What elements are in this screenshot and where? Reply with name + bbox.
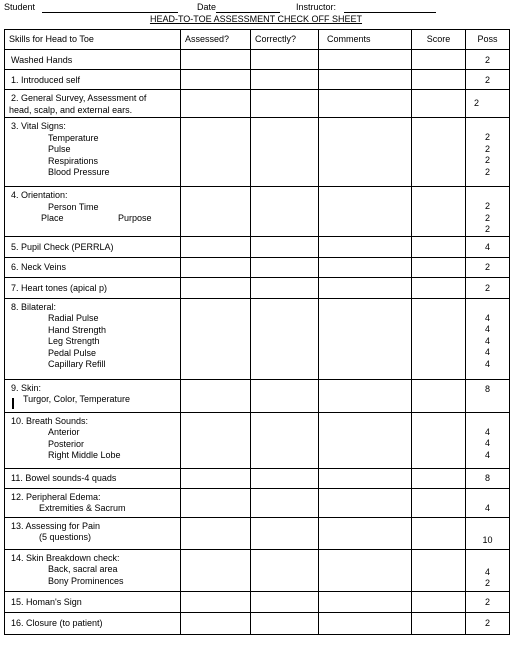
poss-value: 2 [484, 224, 490, 234]
comments-cell[interactable] [319, 488, 412, 517]
sub-item: Place [41, 213, 64, 223]
poss-value: 4 [484, 347, 490, 357]
poss-value: 2 [484, 132, 490, 142]
poss-cell [466, 187, 510, 237]
score-cell[interactable] [412, 549, 466, 591]
assessed-cell[interactable] [181, 118, 251, 187]
poss-value: 2 [484, 596, 490, 607]
score-cell[interactable] [412, 50, 466, 70]
skill-cell [5, 70, 181, 90]
poss-value: 4 [484, 358, 490, 369]
poss-value: 4 [484, 449, 490, 460]
assessed-cell[interactable] [181, 379, 251, 412]
assessed-cell[interactable] [181, 549, 251, 591]
comments-cell[interactable] [319, 468, 412, 488]
correctly-cell[interactable] [251, 118, 319, 187]
sub-item: Capillary Refill [48, 359, 106, 369]
score-cell[interactable] [412, 298, 466, 379]
col-score: Score [412, 30, 466, 50]
poss-cell [466, 298, 510, 379]
poss-cell [466, 549, 510, 591]
poss-value: 2 [484, 166, 490, 177]
correctly-cell[interactable] [251, 612, 319, 634]
sub-item: Posterior [48, 438, 85, 449]
skill-title: 5. Pupil Check (PERRLA) [11, 241, 114, 252]
table-row [5, 517, 510, 549]
assessed-cell[interactable] [181, 277, 251, 298]
table-row [5, 549, 510, 591]
col-comments: Comments [319, 30, 412, 50]
skill-title: 9. Skin: [11, 382, 42, 393]
sub-item: Bony Prominences [48, 575, 124, 586]
poss-value: 4 [484, 438, 490, 448]
skill-title: 2. General Survey, Assessment of [11, 93, 147, 103]
table-row [5, 612, 510, 634]
poss-value: 2 [484, 578, 490, 588]
col-correctly: Correctly? [251, 30, 319, 50]
poss-cell [466, 591, 510, 612]
assessed-cell[interactable] [181, 412, 251, 468]
poss-cell [466, 90, 510, 118]
correctly-cell[interactable] [251, 468, 319, 488]
comments-cell[interactable] [319, 257, 412, 277]
skill-title: 7. Heart tones (apical p) [11, 282, 108, 293]
table-row [5, 298, 510, 379]
poss-cell [466, 468, 510, 488]
skill-cell [5, 236, 181, 257]
sub-item: Anterior [48, 427, 80, 437]
correctly-cell[interactable] [251, 591, 319, 612]
assessed-cell[interactable] [181, 612, 251, 634]
poss-value: 4 [484, 566, 490, 577]
sub-item: Purpose [118, 213, 152, 223]
correctly-cell[interactable] [251, 488, 319, 517]
score-cell[interactable] [412, 277, 466, 298]
skill-cell [5, 118, 181, 187]
score-cell[interactable] [412, 488, 466, 517]
poss-value: 2 [474, 98, 480, 108]
poss-value: 8 [484, 383, 490, 394]
table-row [5, 591, 510, 612]
skill-cell [5, 187, 181, 237]
table-row [5, 379, 510, 412]
comments-cell[interactable] [319, 50, 412, 70]
skill-title: 14. Skin Breakdown check: [11, 552, 120, 563]
instructor-blank[interactable] [344, 12, 436, 13]
correctly-cell[interactable] [251, 379, 319, 412]
skill-cell [5, 591, 181, 612]
poss-cell [466, 70, 510, 90]
poss-value: 2 [484, 143, 490, 154]
assessed-cell[interactable] [181, 50, 251, 70]
poss-cell [466, 412, 510, 468]
sub-item: Person Time [48, 201, 99, 212]
skill-cell [5, 488, 181, 517]
skill-title: 8. Bilateral: [11, 301, 57, 312]
table-row [5, 50, 510, 70]
correctly-cell[interactable] [251, 50, 319, 70]
skill-title: 13. Assessing for Pain [11, 520, 101, 531]
skill-title: Washed Hands [11, 54, 73, 65]
student-blank[interactable] [42, 12, 178, 13]
sub-item: Hand Strength [48, 324, 107, 335]
comments-cell[interactable] [319, 70, 412, 90]
correctly-cell[interactable] [251, 257, 319, 277]
correctly-cell[interactable] [251, 549, 319, 591]
table-row [5, 468, 510, 488]
skill-cell [5, 298, 181, 379]
poss-value: 2 [484, 262, 490, 272]
date-label: Date [197, 2, 217, 12]
comments-cell[interactable] [319, 591, 412, 612]
skill-title: 4. Orientation: [11, 190, 68, 200]
sub-item: Radial Pulse [48, 313, 99, 323]
poss-value: 2 [484, 54, 490, 65]
comments-cell[interactable] [319, 118, 412, 187]
header-line [4, 2, 508, 14]
sub-item: Extremities & Sacrum [39, 503, 126, 513]
comments-cell[interactable] [319, 90, 412, 118]
poss-value: 2 [484, 618, 490, 628]
skill-cell [5, 379, 181, 412]
assessed-cell[interactable] [181, 257, 251, 277]
table-row [5, 412, 510, 468]
skill-title: 16. Closure (to patient) [11, 618, 103, 628]
table-row [5, 236, 510, 257]
skill-cell [5, 517, 181, 549]
correctly-cell[interactable] [251, 298, 319, 379]
sub-item: Turgor, Color, Temperature [23, 394, 131, 404]
table-row [5, 488, 510, 517]
skill-cell [5, 257, 181, 277]
skill-cell [5, 468, 181, 488]
score-cell[interactable] [412, 412, 466, 468]
correctly-cell[interactable] [251, 236, 319, 257]
skill-title: 12. Peripheral Edema: [11, 491, 101, 502]
poss-value: 4 [484, 324, 490, 334]
comments-cell[interactable] [319, 412, 412, 468]
score-cell[interactable] [412, 90, 466, 118]
sub-item: Leg Strength [48, 336, 100, 346]
correctly-cell[interactable] [251, 412, 319, 468]
score-cell[interactable] [412, 236, 466, 257]
poss-value: 10 [482, 534, 493, 545]
correctly-cell[interactable] [251, 517, 319, 549]
comments-cell[interactable] [319, 379, 412, 412]
assessed-cell[interactable] [181, 488, 251, 517]
poss-value: 8 [484, 473, 490, 483]
instructor-label: Instructor: [296, 2, 337, 12]
poss-cell [466, 118, 510, 187]
correctly-cell[interactable] [251, 90, 319, 118]
score-cell[interactable] [412, 70, 466, 90]
poss-cell [466, 50, 510, 70]
assessed-cell[interactable] [181, 70, 251, 90]
score-cell[interactable] [412, 257, 466, 277]
skill-cell [5, 549, 181, 591]
skill-cell [5, 90, 181, 118]
poss-value: 4 [484, 312, 490, 323]
sub-item: Back, sacral area [48, 564, 118, 574]
sheet-title [0, 14, 512, 25]
skill-title: 15. Homan's Sign [11, 596, 82, 607]
correctly-cell[interactable] [251, 187, 319, 237]
comments-cell[interactable] [319, 298, 412, 379]
poss-value: 2 [484, 155, 490, 165]
poss-value: 4 [484, 241, 490, 252]
skill-cell [5, 412, 181, 468]
comments-cell[interactable] [319, 612, 412, 634]
correctly-cell[interactable] [251, 277, 319, 298]
student-label: Student [4, 2, 36, 12]
correctly-cell[interactable] [251, 70, 319, 90]
score-cell[interactable] [412, 517, 466, 549]
skill-title: 3. Vital Signs: [11, 121, 66, 131]
score-cell[interactable] [412, 118, 466, 187]
assessed-cell[interactable] [181, 187, 251, 237]
assessed-cell[interactable] [181, 298, 251, 379]
score-cell[interactable] [412, 612, 466, 634]
score-cell[interactable] [412, 591, 466, 612]
table-row [5, 277, 510, 298]
assessment-table [4, 29, 510, 635]
skill-cell [5, 612, 181, 634]
poss-cell [466, 488, 510, 517]
score-cell[interactable] [412, 468, 466, 488]
assessed-cell[interactable] [181, 468, 251, 488]
table-row [5, 257, 510, 277]
poss-cell [466, 257, 510, 277]
sub-item: Pulse [48, 144, 71, 154]
skill-title: 6. Neck Veins [11, 262, 67, 272]
poss-value: 4 [484, 335, 490, 346]
table-row [5, 118, 510, 187]
date-blank[interactable] [216, 12, 280, 13]
poss-value: 4 [484, 426, 490, 437]
col-skills: Skills for Head to Toe [5, 30, 181, 50]
col-assessed: Assessed? [181, 30, 251, 50]
table-row [5, 90, 510, 118]
comments-cell[interactable] [319, 549, 412, 591]
comments-cell[interactable] [319, 517, 412, 549]
score-cell[interactable] [412, 187, 466, 237]
assessed-cell[interactable] [181, 517, 251, 549]
assessed-cell[interactable] [181, 591, 251, 612]
skill-title: 1. Introduced self [11, 74, 81, 85]
margin-mark [12, 398, 14, 409]
comments-cell[interactable] [319, 236, 412, 257]
poss-value: 2 [484, 282, 490, 293]
poss-cell [466, 236, 510, 257]
sub-item: Right Middle Lobe [48, 450, 121, 460]
skill-title-continued: head, scalp, and external ears. [9, 104, 133, 115]
col-poss: Poss [466, 30, 510, 50]
sub-item: Blood Pressure [48, 167, 110, 177]
poss-cell [466, 517, 510, 549]
skill-title: 11. Bowel sounds-4 quads [11, 473, 117, 483]
skill-title: 10. Breath Sounds: [11, 415, 89, 426]
assessed-cell[interactable] [181, 236, 251, 257]
comments-cell[interactable] [319, 187, 412, 237]
poss-value: 4 [484, 502, 490, 513]
sub-item: Respirations [48, 155, 99, 166]
sub-item-line [11, 213, 180, 225]
skill-cell [5, 50, 181, 70]
poss-value: 2 [484, 212, 490, 223]
skill-cell [5, 277, 181, 298]
poss-cell [466, 612, 510, 634]
poss-cell [466, 277, 510, 298]
sub-item: (5 questions) [39, 532, 92, 542]
table-row [5, 187, 510, 237]
poss-value: 2 [484, 201, 490, 211]
score-cell[interactable] [412, 379, 466, 412]
sheet-title-text: HEAD-TO-TOE ASSESSMENT CHECK OFF SHEET [149, 14, 363, 24]
header-row [5, 30, 510, 50]
sub-item: Pedal Pulse [48, 347, 97, 358]
poss-value: 2 [484, 74, 490, 85]
comments-cell[interactable] [319, 277, 412, 298]
table-row [5, 70, 510, 90]
assessed-cell[interactable] [181, 90, 251, 118]
poss-cell [466, 379, 510, 412]
sub-item: Temperature [48, 132, 99, 143]
